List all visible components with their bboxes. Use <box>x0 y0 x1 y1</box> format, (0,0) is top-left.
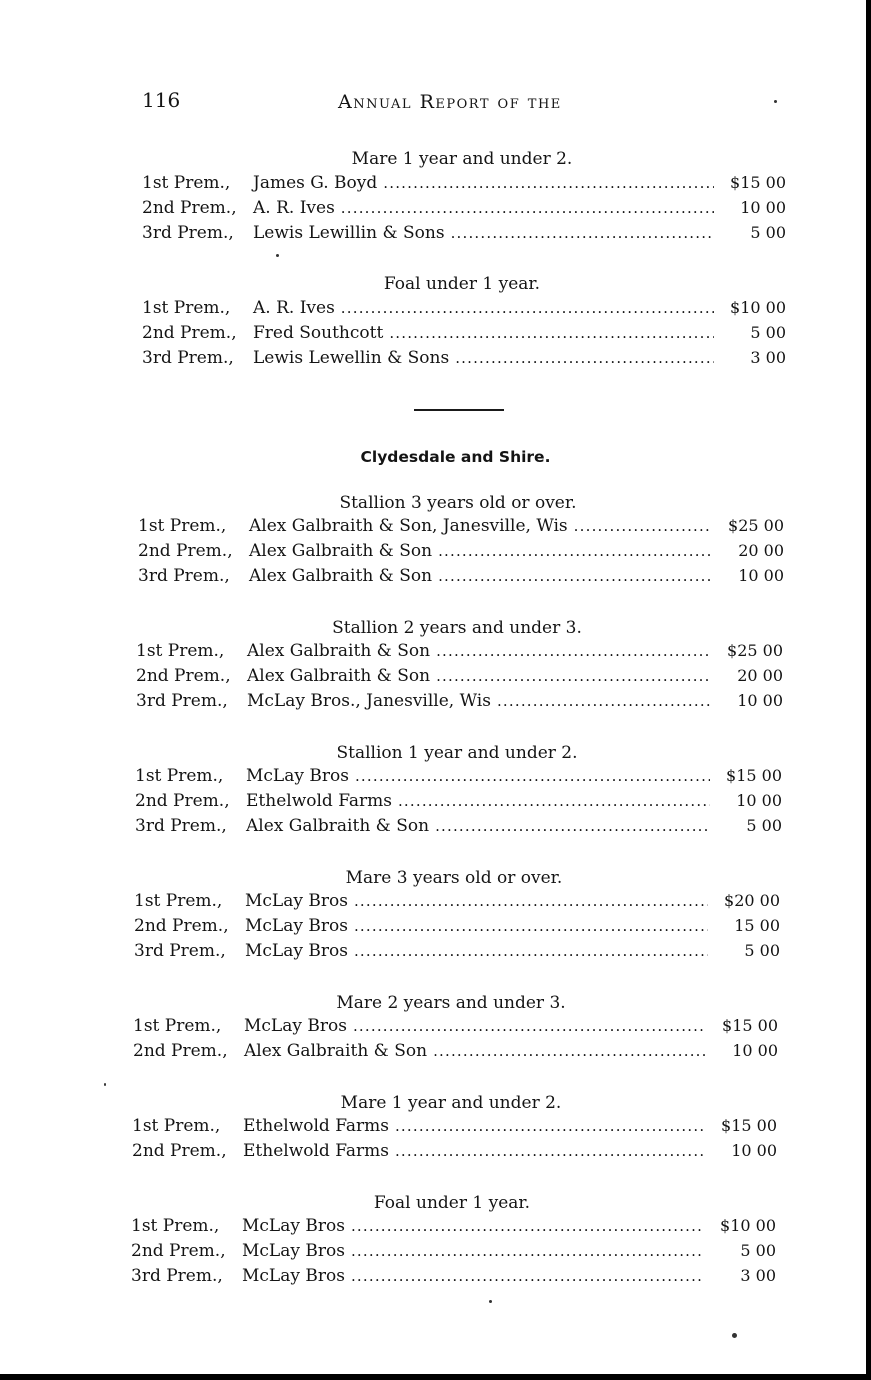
premium-entry <box>142 223 786 248</box>
premium-entry <box>135 816 782 841</box>
premium-place: 3rd Prem., <box>142 348 234 368</box>
class-title: Stallion 2 years and under 3. <box>332 618 582 638</box>
dot-leader <box>398 792 710 810</box>
premium-place: 2nd Prem., <box>135 791 230 811</box>
dot-leader <box>436 642 711 660</box>
premium-place: 1st Prem., <box>132 1116 221 1136</box>
winner-name: Alex Galbraith & Son <box>249 566 433 586</box>
premium-amount: 20 00 <box>737 666 783 685</box>
premium-place: 2nd Prem., <box>138 541 233 561</box>
dot-leader <box>383 174 714 192</box>
winner-name: McLay Bros <box>244 1016 347 1036</box>
scan-edge-bottom <box>0 1374 871 1380</box>
premium-place: 1st Prem., <box>135 766 224 786</box>
winner-name: McLay Bros <box>242 1241 345 1261</box>
premium-entry <box>134 891 780 916</box>
premium-entry <box>133 1016 778 1041</box>
dot-leader <box>341 299 714 317</box>
class-title: Mare 3 years old or over. <box>345 868 563 888</box>
winner-name: Ethelwold Farms <box>243 1116 389 1136</box>
premium-amount: 10 00 <box>736 791 782 810</box>
premium-entry <box>142 323 786 348</box>
premium-entry <box>136 691 783 716</box>
premium-place: 2nd Prem., <box>142 198 237 218</box>
dot-leader <box>389 324 714 342</box>
premium-entry <box>142 298 786 323</box>
winner-name: Alex Galbraith & Son <box>246 816 430 836</box>
scan-edge-right <box>866 0 871 1380</box>
premium-entry <box>131 1241 776 1266</box>
class-title: Mare 2 years and under 3. <box>336 993 566 1013</box>
premium-amount: 5 00 <box>746 816 782 835</box>
winner-name: Ethelwold Farms <box>243 1141 389 1161</box>
premium-place: 3rd Prem., <box>138 566 230 586</box>
premium-entry <box>138 541 784 566</box>
winner-name: Alex Galbraith & Son <box>247 641 431 661</box>
class-title: Stallion 3 years old or over. <box>339 493 577 513</box>
premium-entry <box>132 1116 777 1141</box>
premium-entry <box>136 641 783 666</box>
winner-name: Lewis Lewellin & Sons <box>253 348 450 368</box>
premium-entry <box>138 516 784 541</box>
premium-amount: 3 00 <box>740 1266 776 1285</box>
dot-leader <box>351 1217 704 1235</box>
premium-entry <box>142 348 786 373</box>
dot-leader <box>353 1017 706 1035</box>
premium-amount: 20 00 <box>738 541 784 560</box>
premium-place: 3rd Prem., <box>135 816 227 836</box>
class-title: Mare 1 year and under 2. <box>351 149 573 169</box>
premium-amount: $10 00 <box>730 298 786 317</box>
premium-amount: 5 00 <box>750 223 786 242</box>
winner-name: McLay Bros <box>246 766 349 786</box>
class-title: Foal under 1 year. <box>373 1193 531 1213</box>
class-title: Mare 1 year and under 2. <box>340 1093 562 1113</box>
premium-amount: $15 00 <box>722 1016 778 1035</box>
premium-place: 2nd Prem., <box>132 1141 227 1161</box>
ink-speck <box>276 254 279 257</box>
premium-place: 1st Prem., <box>133 1016 222 1036</box>
ink-speck <box>104 1083 106 1086</box>
premium-amount: 10 00 <box>738 566 784 585</box>
winner-name: James G. Boyd <box>253 173 378 193</box>
premium-place: 3rd Prem., <box>142 223 234 243</box>
winner-name: Lewis Lewillin & Sons <box>253 223 445 243</box>
dot-leader <box>351 1242 704 1260</box>
premium-amount: $20 00 <box>724 891 780 910</box>
winner-name: Alex Galbraith & Son <box>247 666 431 686</box>
running-head: Annual Report of the <box>338 91 562 113</box>
class-title: Stallion 1 year and under 2. <box>336 743 578 763</box>
premium-entry <box>142 198 786 223</box>
premium-entry <box>138 566 784 591</box>
premium-amount: $10 00 <box>720 1216 776 1235</box>
dot-leader <box>351 1267 704 1285</box>
premium-place: 1st Prem., <box>131 1216 220 1236</box>
premium-amount: 15 00 <box>734 916 780 935</box>
premium-entry <box>133 1041 778 1066</box>
dot-leader <box>354 892 708 910</box>
dot-leader <box>354 917 708 935</box>
class-title: Foal under 1 year. <box>383 274 541 294</box>
winner-name: Fred Southcott <box>253 323 384 343</box>
premium-entry <box>131 1216 776 1241</box>
premium-place: 1st Prem., <box>142 298 231 318</box>
dot-leader <box>433 1042 706 1060</box>
premium-amount: $25 00 <box>727 641 783 660</box>
dot-leader <box>435 817 710 835</box>
dot-leader <box>451 224 714 242</box>
dot-leader <box>436 667 711 685</box>
winner-name: Alex Galbraith & Son <box>244 1041 428 1061</box>
premium-entry <box>135 791 782 816</box>
winner-name: Ethelwold Farms <box>246 791 392 811</box>
premium-amount: 3 00 <box>750 348 786 367</box>
premium-amount: 10 00 <box>737 691 783 710</box>
page-number: 116 <box>142 88 181 112</box>
dot-leader <box>355 767 710 785</box>
dot-leader <box>438 542 712 560</box>
premium-place: 3rd Prem., <box>131 1266 223 1286</box>
premium-place: 1st Prem., <box>138 516 227 536</box>
winner-name: A. R. Ives <box>253 298 335 318</box>
premium-entry <box>136 666 783 691</box>
winner-name: Alex Galbraith & Son, Janesville, Wis <box>249 516 568 536</box>
section-heading: Clydesdale and Shire. <box>360 448 551 466</box>
premium-amount: $15 00 <box>730 173 786 192</box>
dot-leader <box>395 1117 705 1135</box>
premium-place: 2nd Prem., <box>133 1041 228 1061</box>
premium-amount: 5 00 <box>750 323 786 342</box>
winner-name: A. R. Ives <box>253 198 335 218</box>
premium-amount: $15 00 <box>721 1116 777 1135</box>
premium-place: 2nd Prem., <box>142 323 237 343</box>
premium-amount: 5 00 <box>740 1241 776 1260</box>
premium-place: 1st Prem., <box>136 641 225 661</box>
winner-name: McLay Bros., Janesville, Wis <box>247 691 491 711</box>
premium-amount: 5 00 <box>744 941 780 960</box>
premium-amount: 10 00 <box>731 1141 777 1160</box>
premium-amount: $15 00 <box>726 766 782 785</box>
premium-amount: 10 00 <box>732 1041 778 1060</box>
premium-entry <box>134 916 780 941</box>
winner-name: McLay Bros <box>245 916 348 936</box>
premium-entry <box>134 941 780 966</box>
ink-speck <box>489 1300 492 1303</box>
ink-speck <box>732 1333 737 1338</box>
ink-speck <box>774 100 777 103</box>
premium-entry <box>132 1141 777 1166</box>
premium-entry <box>142 173 786 198</box>
dot-leader <box>395 1142 705 1160</box>
dot-leader <box>455 349 714 367</box>
premium-place: 3rd Prem., <box>136 691 228 711</box>
premium-place: 2nd Prem., <box>131 1241 226 1261</box>
winner-name: McLay Bros <box>245 941 348 961</box>
premium-place: 1st Prem., <box>142 173 231 193</box>
winner-name: Alex Galbraith & Son <box>249 541 433 561</box>
section-divider <box>414 409 504 411</box>
premium-place: 1st Prem., <box>134 891 223 911</box>
winner-name: McLay Bros <box>245 891 348 911</box>
winner-name: McLay Bros <box>242 1266 345 1286</box>
winner-name: McLay Bros <box>242 1216 345 1236</box>
premium-place: 2nd Prem., <box>134 916 229 936</box>
premium-amount: 10 00 <box>740 198 786 217</box>
dot-leader <box>438 567 712 585</box>
premium-entry <box>135 766 782 791</box>
premium-entry <box>131 1266 776 1291</box>
dot-leader <box>354 942 708 960</box>
dot-leader <box>574 517 712 535</box>
premium-place: 3rd Prem., <box>134 941 226 961</box>
dot-leader <box>497 692 711 710</box>
premium-place: 2nd Prem., <box>136 666 231 686</box>
dot-leader <box>341 199 714 217</box>
premium-amount: $25 00 <box>728 516 784 535</box>
